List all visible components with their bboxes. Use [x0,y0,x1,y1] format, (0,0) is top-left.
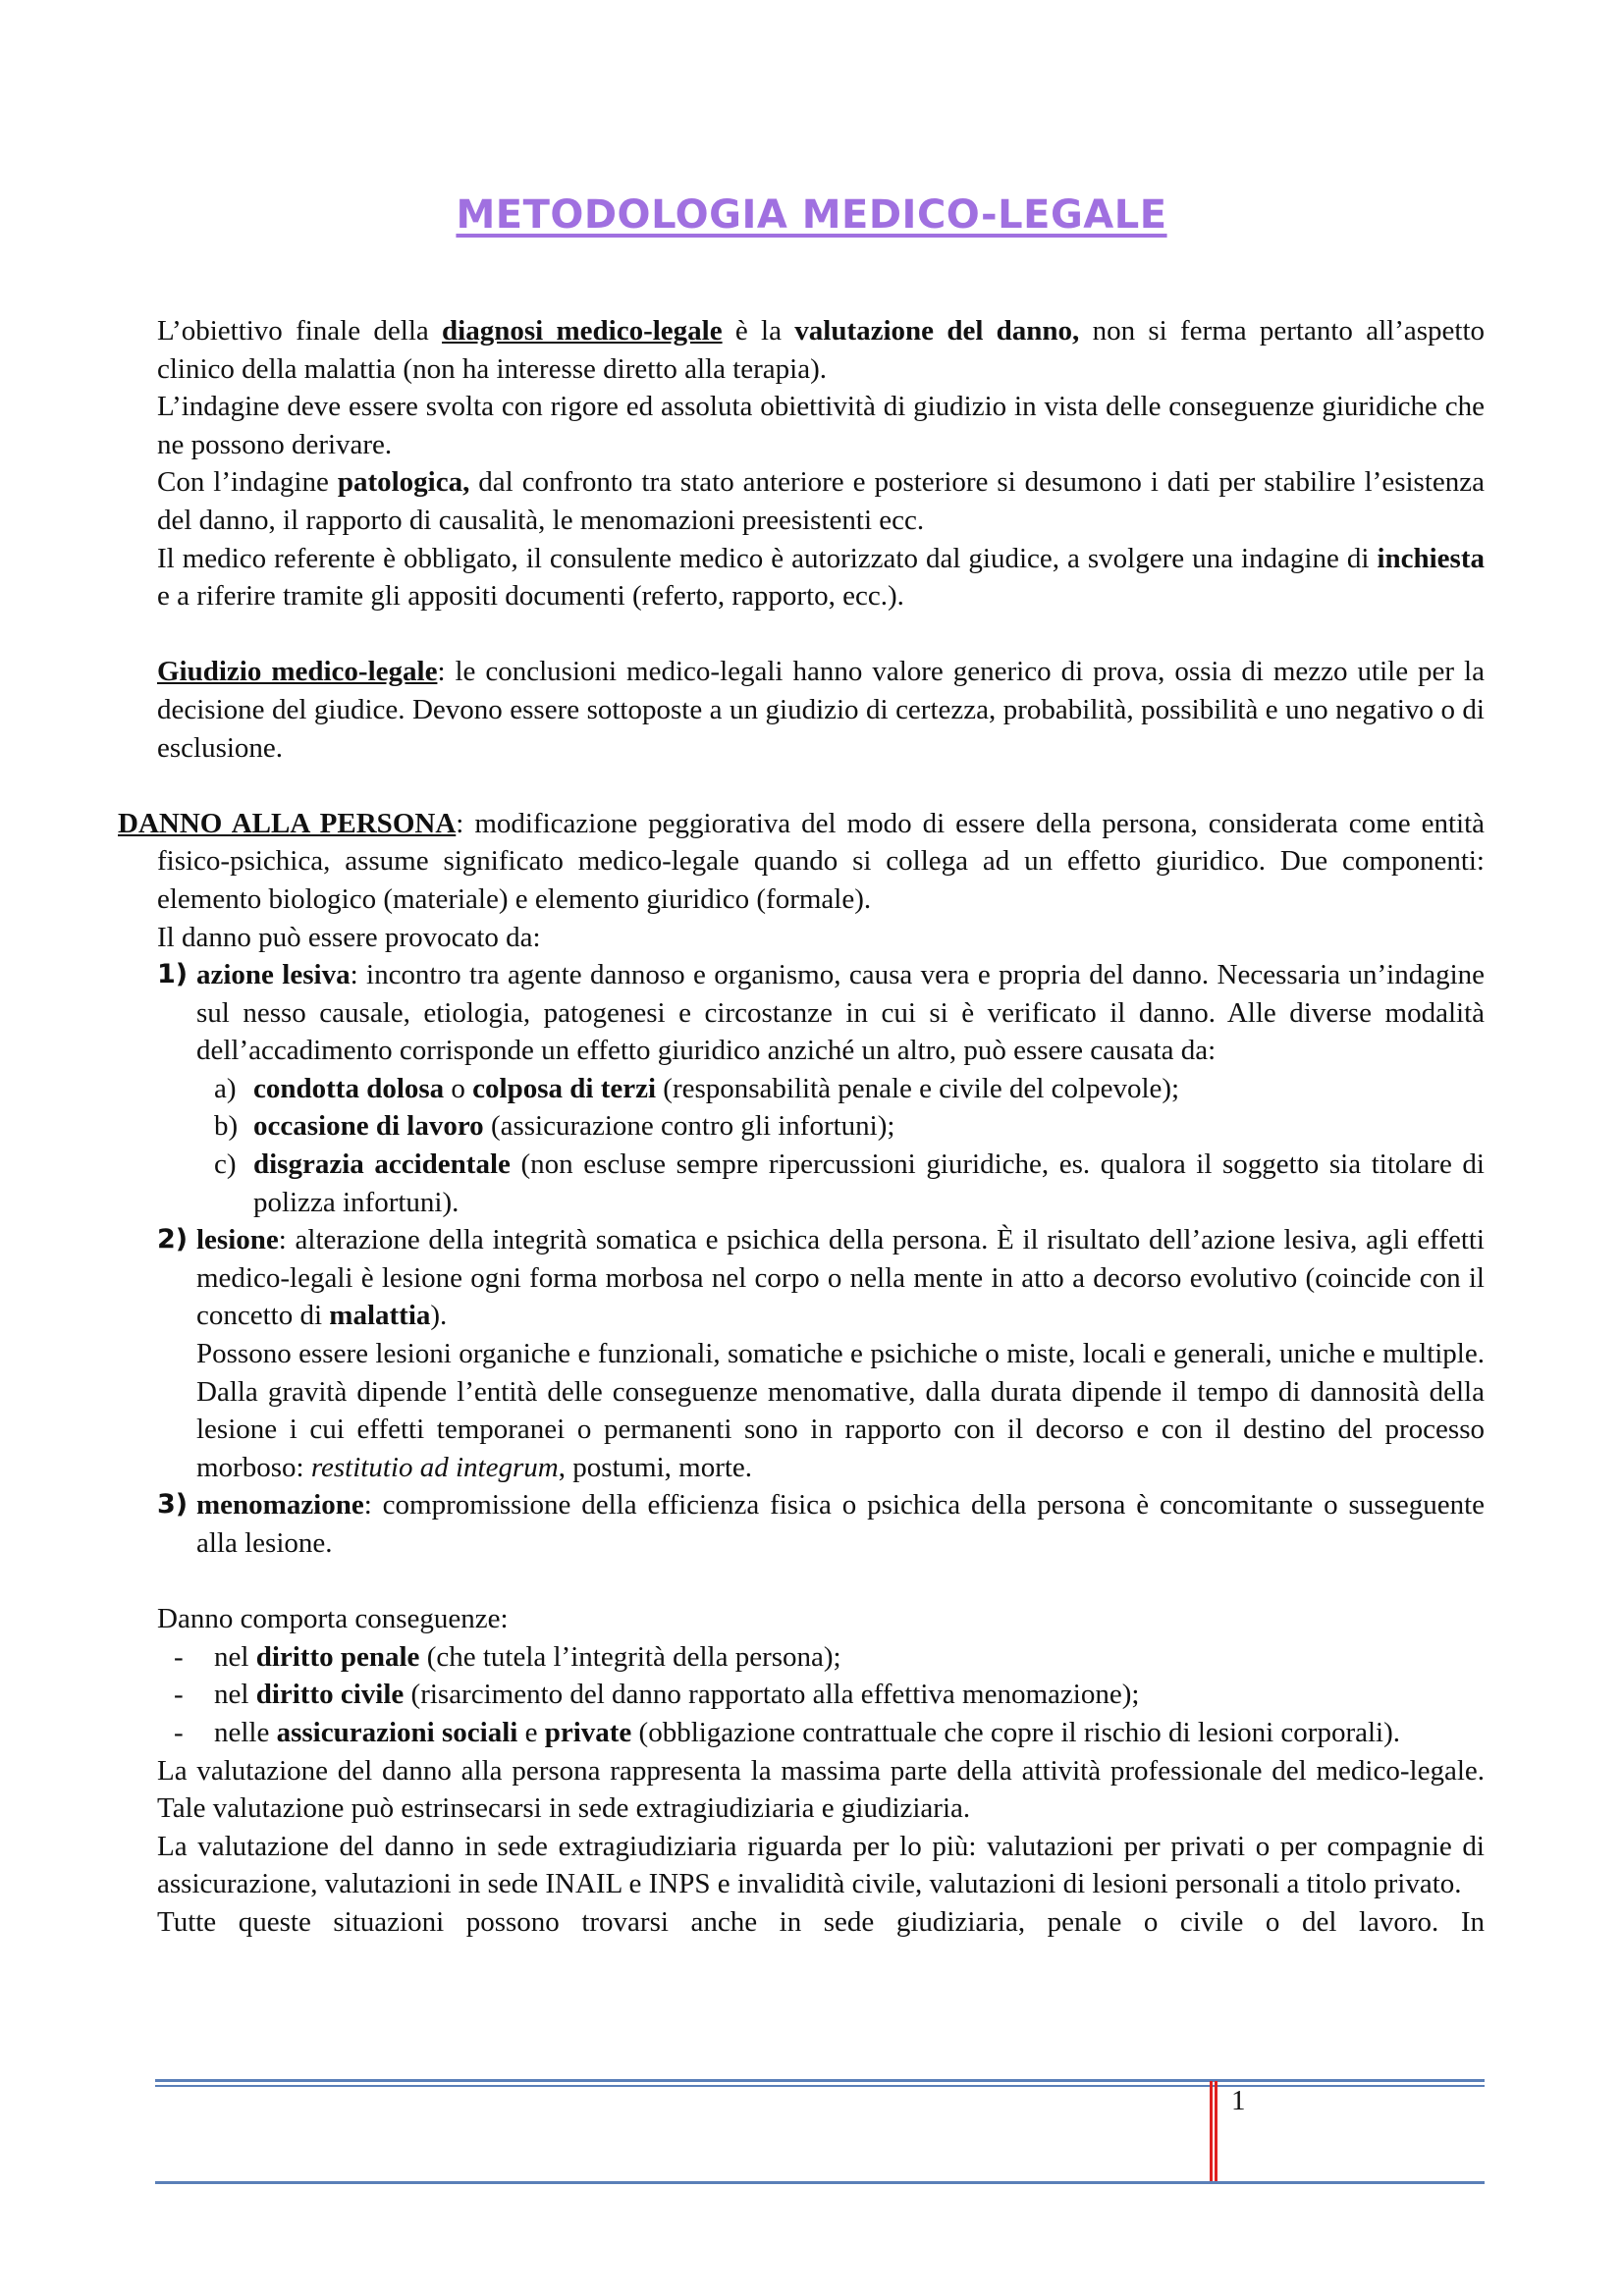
term-malattia: malattia [329,1300,431,1332]
list-number: 1) [157,959,189,990]
list-letter: c) [214,1148,237,1181]
term-menomazione: menomazione [196,1489,364,1522]
valutazione-paragraph-3: Tutte queste situazioni possono trovarsi anche in sede giudiziaria, penale o civile o del lavoro. In [157,1905,1485,1938]
text-run: (obbligazione contrattuale che copre il rischio di lesioni corporali). [631,1716,1400,1748]
text-run: è la [722,315,795,347]
footer-rule-bottom [155,2181,1485,2184]
term-azione-lesiva: azione lesiva [196,959,351,991]
text-run: (risarcimento del danno rapportato alla effettiva menomazione); [404,1679,1140,1711]
intro-paragraph-1 [157,312,1485,388]
text-run: e [517,1716,545,1748]
term-giudizio: Giudizio medico-legale [157,656,438,688]
list-item-menomazione [157,1486,1485,1562]
sub-item-a [157,1070,1485,1108]
text-run: (non escluse sempre ripercussioni giuridiche, es. qualora il soggetto sia titolare di polizza infortuni). [253,1148,1485,1218]
text-run: non si ferma pertanto all’aspetto clinico della malattia (non ha interesse diretto alla terapia). [157,315,1485,385]
term-lesione: lesione [196,1224,279,1256]
sub-item-b [157,1107,1485,1146]
list-item-azione-lesiva [157,956,1485,1070]
text-run: : compromissione della efficienza fisica o psichica della persona è concomitante o susseguente alla lesione. [196,1489,1485,1559]
danno-paragraph [118,805,1485,919]
dash-item-assicurazioni [157,1714,1485,1752]
footer-rule-top-thin [155,2085,1485,2087]
text-run: ). [430,1300,448,1332]
dash-item-penale [157,1638,1485,1677]
footer-rule-top [155,2079,1485,2082]
text-run: : incontro tra agente dannoso e organismo, causa vera e propria del danno. Necessaria un’indagine sul nesso causale, etiologia, patogenesi e circostanze in cui si è verificato il danno. Alle diverse modalità dell’accadimento corrisponde un effetto giuridico anziché un altro, può essere causata da: [196,959,1485,1067]
text-run: : alterazione della integrità somatica e psichica della persona. È il risultato dell’azione lesiva, agli effetti medico-legali è lesione ogni forma morbosa nel corpo o nella mente in atto a decorso evolutivo (coincide con il concetto di [196,1224,1485,1332]
text-run: L’obiettivo finale della [157,315,443,347]
list-dash: - [174,1679,184,1711]
text-run: (che tutela l’integrità della persona); [419,1640,841,1673]
text-run: (responsabilità penale e civile del colpevole); [656,1072,1180,1104]
term-danno: DANNO ALLA PERSONA [118,807,457,839]
term: assicurazioni sociali [276,1716,518,1748]
term: colposa di terzi [472,1072,657,1104]
text-run: Con l’indagine [157,466,338,499]
danno-lead: Il danno può essere provocato da: [157,921,541,953]
list-number: 3) [157,1489,189,1521]
sub-item-c [157,1146,1485,1221]
dash-item-civile [157,1676,1485,1714]
term-inchiesta: inchiesta [1377,542,1485,574]
text-run: dal confronto tra stato anteriore e posteriore si desumono i dati per stabilire l’esistenza del danno, il rapporto di causalità, le menomazioni preesistenti ecc. [157,466,1485,536]
term-patologica: patologica, [337,466,470,499]
term-restitutio: restitutio ad integrum [310,1451,559,1483]
list-letter: b) [214,1110,239,1143]
list-letter: a) [214,1072,237,1104]
text-run: , postumi, morte. [558,1451,753,1483]
intro-paragraph-4 [157,540,1485,615]
text-run: nelle [214,1716,277,1748]
intro-paragraph-3 [157,463,1485,539]
text-run: (assicurazione contro gli infortuni); [483,1110,895,1143]
text-run: o [444,1072,473,1104]
term-diagnosi: diagnosi medico-legale [442,315,723,347]
page-number: 1 [1231,2085,1246,2116]
term: disgrazia accidentale [253,1148,511,1181]
conseguenze-lead: Danno comporta conseguenze: [157,1603,509,1635]
text-run: Il medico referente è obbligato, il consulente medico è autorizzato dal giudice, a svolgere una indagine di [157,542,1378,574]
text-run: e a riferire tramite gli appositi documenti (referto, rapporto, ecc.). [157,580,904,613]
valutazione-paragraph-2: La valutazione del danno in sede extragiudiziaria riguarda per lo più: valutazioni per privati o per compagnie di assicurazione, valutazioni in sede INAIL e INPS e invalidità civile, valutazioni di lesioni personali a titolo privato. [157,1830,1485,1900]
text-run: : modificazione peggiorativa del modo di essere della persona, considerata come entità fisico-psichica, assume significato medico-legale quando si collega ad un effetto giuridico. Due componenti: elemento biologico (materiale) e elemento giuridico (formale). [157,807,1485,915]
list-dash: - [174,1716,184,1748]
term: private [544,1716,632,1748]
intro-paragraph-2: L’indagine deve essere svolta con rigore ed assoluta obiettività di giudizio in vista delle conseguenze giuridiche che ne possono derivare. [157,391,1485,460]
text-run: nel [214,1679,256,1711]
term: diritto penale [255,1640,420,1673]
page-title: METODOLOGIA MEDICO-LEGALE [456,192,1167,238]
term: occasione di lavoro [253,1110,484,1143]
list-dash: - [174,1640,184,1673]
document-body [118,312,1485,1942]
term: condotta dolosa [253,1072,445,1104]
text-run: nel [214,1640,256,1673]
text-run: : le conclusioni medico-legali hanno valore generico di prova, ossia di mezzo utile per la decisione del giudice. Devono essere sottoposte a un giudizio di certezza, probabilità, possibilità e uno negativo o di esclusione. [157,656,1485,764]
list-item-lesione [157,1221,1485,1486]
text-run: Possono essere lesioni organiche e funzionali, somatiche e psichiche o miste, locali e generali, uniche e multiple. Dalla gravità dipende l’entità delle conseguenze menomative, dalla durata dipende il tempo di dannosità della lesione i cui effetti temporanei o permanenti sono in rapporto con il decorso e con il destino del processo morboso: [196,1338,1485,1483]
term-valutazione: valutazione del danno, [794,315,1080,347]
valutazione-paragraph-1: La valutazione del danno alla persona rappresenta la massima parte della attività professionale del medico-legale. Tale valutazione può estrinsecarsi in sede extragiudiziaria e giudiziaria. [157,1754,1485,1825]
footer-page-marker [1210,2081,1217,2182]
giudizio-paragraph [157,653,1485,767]
term: diritto civile [255,1679,405,1711]
list-number: 2) [157,1224,189,1255]
